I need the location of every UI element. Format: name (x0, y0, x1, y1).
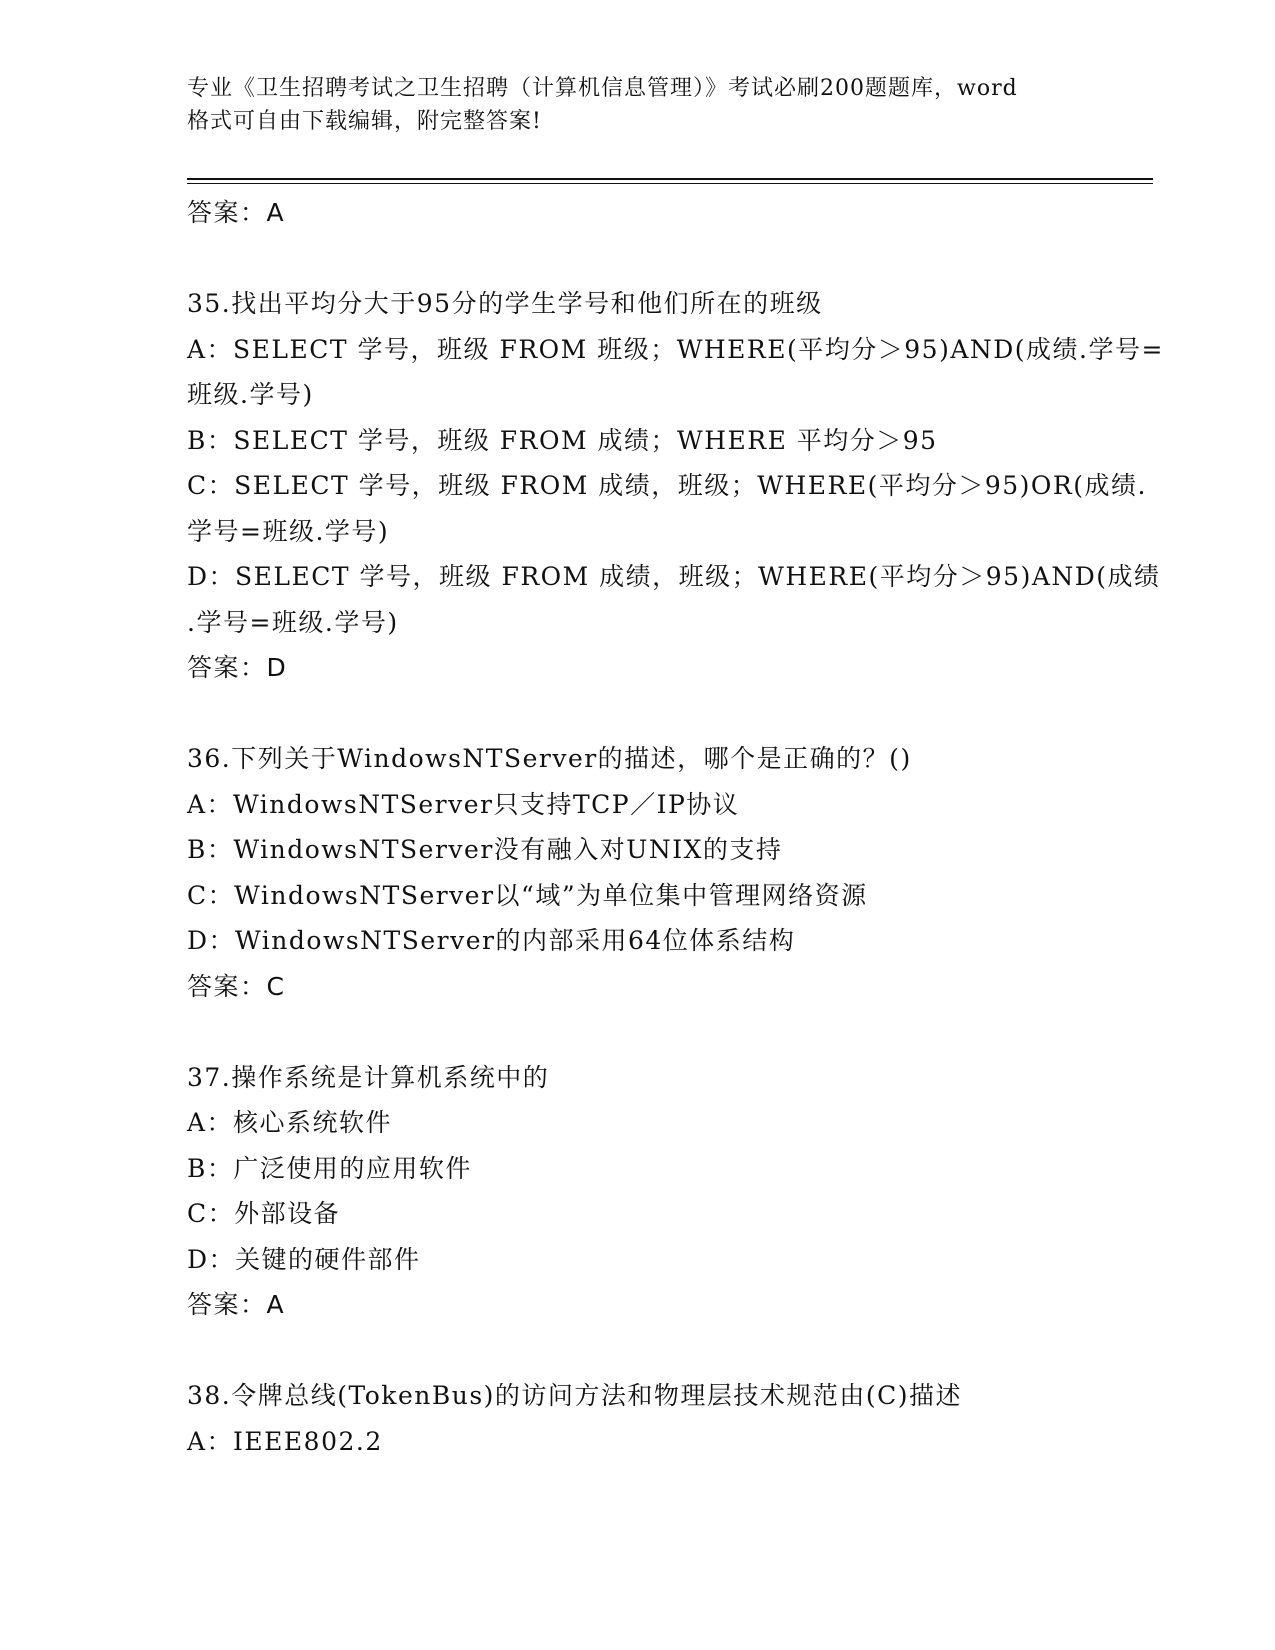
previous-answer: 答案：A (187, 198, 286, 227)
option-c-continued: 学号=班级.学号) (187, 516, 390, 546)
option-a: A：WindowsNTServer只支持TCP／IP协议 (187, 789, 740, 819)
question-text: 36.下列关于WindowsNTServer的描述，哪个是正确的？() (187, 744, 912, 773)
question-text: 38.令牌总线(TokenBus)的访问方法和物理层技术规范由(C)描述 (187, 1381, 963, 1410)
option-a: A：SELECT 学号，班级 FROM 班级；WHERE(平均分＞95)AND(成绩.学号= (187, 334, 1164, 364)
option-d: D：WindowsNTServer的内部采用64位体系结构 (187, 926, 796, 955)
header-line-1: 专业《卫生招聘考试之卫生招聘（计算机信息管理）》考试必刷200题题库，word (187, 76, 1018, 101)
question-block-38 (187, 1373, 1087, 1464)
option-a-continued: 班级.学号) (187, 380, 314, 409)
answer: 答案：D (187, 653, 288, 682)
spacer (187, 691, 1087, 737)
header-line-2: 格式可自由下载编辑，附完整答案! (187, 109, 542, 134)
question-block-37 (187, 1055, 1087, 1328)
header-rule-thin (187, 183, 1153, 184)
option-c: C：外部设备 (187, 1199, 341, 1228)
spacer (187, 1328, 1087, 1374)
option-a: A：IEEE802.2 (187, 1426, 383, 1456)
header-rule-thick (187, 178, 1153, 180)
option-b: B：SELECT 学号，班级 FROM 成绩；WHERE 平均分＞95 (187, 425, 938, 455)
option-b: B：WindowsNTServer没有融入对UNIX的支持 (187, 835, 783, 864)
document-header (187, 72, 1087, 138)
spacer (187, 1009, 1087, 1055)
option-d: D：关键的硬件部件 (187, 1244, 421, 1274)
question-list (187, 190, 1164, 1464)
spacer (187, 236, 1087, 282)
option-b: B：广泛使用的应用软件 (187, 1153, 472, 1183)
answer: 答案：C (187, 971, 286, 1001)
option-d-continued: .学号=班级.学号) (187, 607, 399, 637)
question-block-36 (187, 736, 1087, 1009)
question-block-35 (187, 281, 1164, 691)
option-c: C：SELECT 学号，班级 FROM 成绩，班级；WHERE(平均分＞95)OR(成绩. (187, 471, 1147, 500)
option-c: C：WindowsNTServer以“域”为单位集中管理网络资源 (187, 880, 868, 910)
option-d: D：SELECT 学号，班级 FROM 成绩，班级；WHERE(平均分＞95)AND(成绩 (187, 562, 1161, 591)
question-text: 35.找出平均分大于95分的学生学号和他们所在的班级 (187, 289, 823, 318)
answer: 答案：A (187, 1290, 286, 1319)
question-text: 37.操作系统是计算机系统中的 (187, 1062, 550, 1092)
option-a: A：核心系统软件 (187, 1108, 393, 1137)
